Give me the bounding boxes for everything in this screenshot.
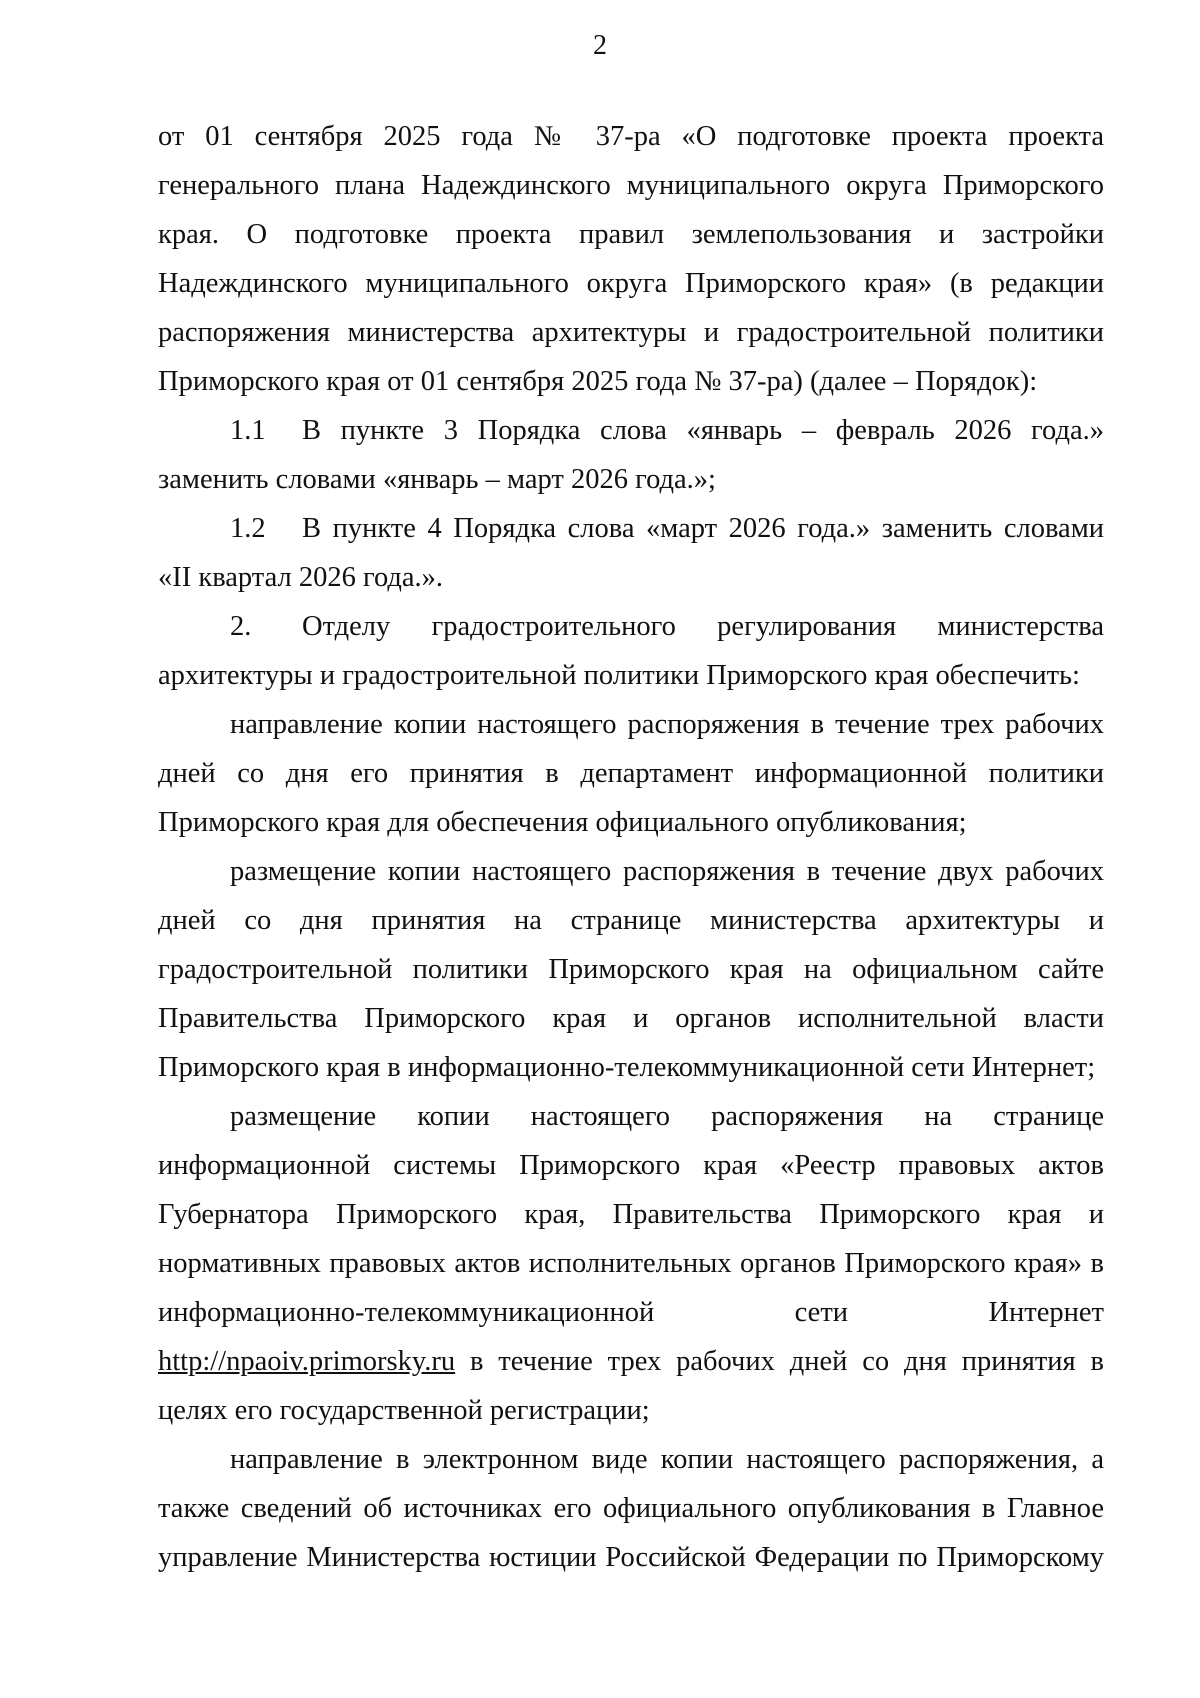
item-1-2 xyxy=(158,504,1104,602)
item-1-1 xyxy=(158,406,1104,504)
paragraph-direction-copy: направление копии настоящего распоряжения в течение трех рабочих дней со дня его принятия в департамент информационной политики Приморского края для обеспечения официального опубликования; xyxy=(158,709,1104,838)
registry-text-after: в течение трех рабочих дней со дня принятия в целях его государственной регистрации; xyxy=(158,1346,1104,1426)
paragraph-electronic: направление в электронном виде копии настоящего распоряжения, а также сведений об источниках его официального опубликования в Главное управление Министерства юстиции Российской Федерации по Приморскому xyxy=(158,1444,1104,1573)
paragraph-registry xyxy=(158,1092,1104,1435)
item-2 xyxy=(158,602,1104,700)
page-number: 2 xyxy=(593,30,607,61)
item-2-text: Отделу градостроительного регулирования министерства архитектуры и градостроительной политики Приморского края обеспечить: xyxy=(158,611,1104,691)
item-2-number: 2. xyxy=(230,611,252,642)
item-1-1-text: В пункте 3 Порядка слова «январь – февраль 2026 года.» заменить словами «январь – март 2026 года.»; xyxy=(158,415,1104,495)
document-body xyxy=(158,112,1104,1582)
registry-text-before: размещение копии настоящего распоряжения на странице информационной системы Приморского края «Реестр правовых актов Губернатора Приморского края, Правительства Приморского края и нормативных правовых актов исполнительных органов Приморского края» в информационно-телекоммуникационной сети Интернет xyxy=(158,1101,1104,1328)
registry-link[interactable]: http://npaoiv.primorsky.ru xyxy=(158,1346,456,1377)
item-1-2-text: В пункте 4 Порядка слова «март 2026 года.» заменить словами «II квартал 2026 года.». xyxy=(158,513,1104,593)
paragraph-placement-site: размещение копии настоящего распоряжения в течение двух рабочих дней со дня принятия на странице министерства архитектуры и градостроительной политики Приморского края на официальном сайте Правительства Приморского края и органов исполнительной власти Приморского края в информационно-телекоммуникационной сети Интернет; xyxy=(158,856,1104,1083)
item-1-2-number: 1.2 xyxy=(230,513,266,544)
item-1-1-number: 1.1 xyxy=(230,415,266,446)
intro-paragraph: от 01 сентября 2025 года № 37-ра «О подготовке проекта проекта генерального плана Надеждинского муниципального округа Приморского края. О подготовке проекта правил землепользования и застройки Надеждинского муниципального округа Приморского края» (в редакции распоряжения министерства архитектуры и градостроительной политики Приморского края от 01 сентября 2025 года № 37-ра) (далее – Порядок): xyxy=(158,121,1104,397)
